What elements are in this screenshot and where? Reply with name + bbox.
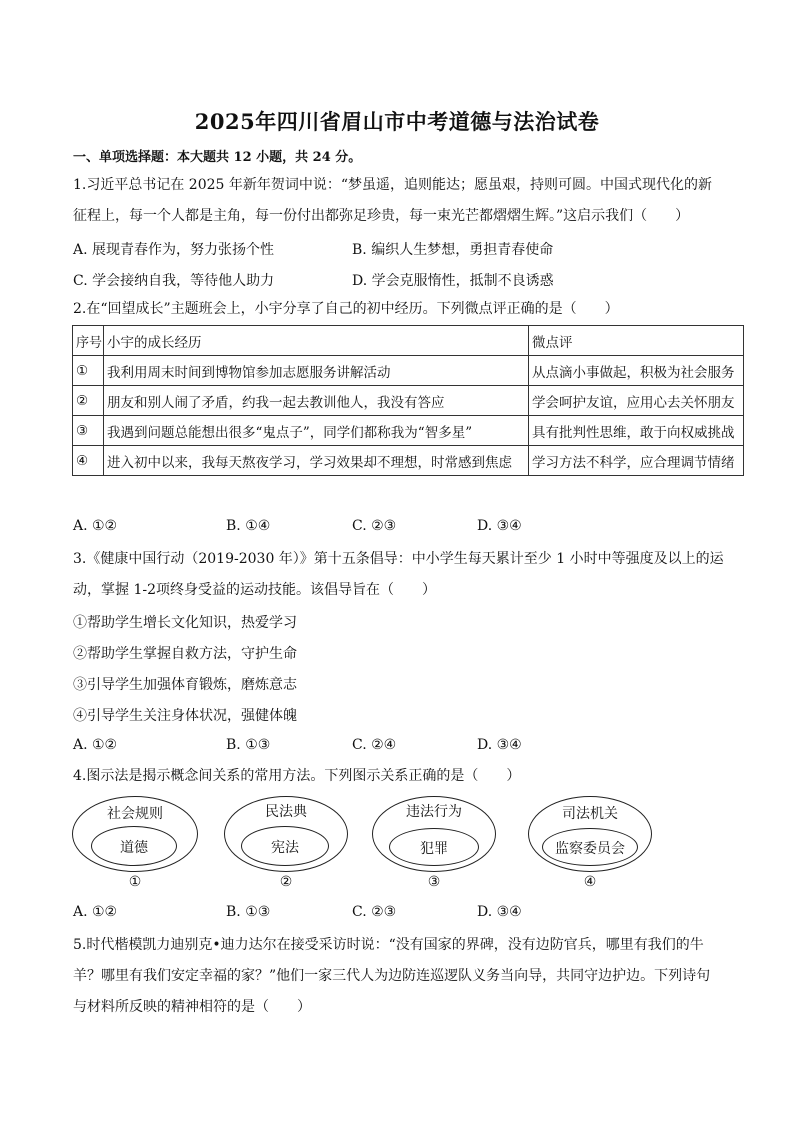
- table-header-cell: 序号: [73, 326, 104, 356]
- question-2-table: [72, 325, 744, 476]
- table-cell: 从点滴小事做起，积极为社会服务: [529, 356, 744, 386]
- question-3-line-2: 动，掌握 1-2项终身受益的运动技能。该倡导旨在（ ）: [73, 582, 436, 598]
- question-3-option-b: B. ①③: [226, 737, 271, 753]
- table-row: [73, 446, 744, 476]
- question-1-option-a: A. 展现青春作为，努力张扬个性: [73, 242, 275, 258]
- table-row: [73, 416, 744, 446]
- question-3-option-a: A. ①②: [73, 737, 118, 753]
- diagram-2-outer-label: 民法典: [265, 804, 307, 820]
- question-1-option-b: B. 编织人生梦想，勇担青春使命: [352, 242, 554, 258]
- question-3-item-3: ③引导学生加强体育锻炼，磨炼意志: [73, 677, 297, 693]
- question-5-line-2: 羊？哪里有我们安定幸福的家？”他们一家三代人为边防连巡逻队义务当向导，共同守边护边。下列诗句: [73, 968, 711, 984]
- diagram-1-inner-label: 道德: [120, 840, 148, 856]
- table-row: [73, 386, 744, 416]
- diagram-4-inner-label: 监察委员会: [555, 841, 625, 857]
- diagram-3-inner-label: 犯罪: [420, 841, 448, 857]
- question-1-option-d: D. 学会克服惰性，抵制不良诱惑: [352, 273, 554, 289]
- question-3-line-1: 3.《健康中国行动（2019-2030 年）》第十五条倡导：中小学生每天累计至少 1 小时中等强度及以上的运: [73, 551, 724, 567]
- question-2-option-a: A. ①②: [73, 518, 118, 534]
- diagram-3-outer-label: 违法行为: [406, 804, 462, 820]
- question-5-line-3: 与材料所反映的精神相符的是（ ）: [73, 999, 311, 1015]
- table-cell: 学习方法不科学，应合理调节情绪: [529, 446, 744, 476]
- question-2-option-b: B. ①④: [226, 518, 271, 534]
- question-2-stem: 2.在“回望成长”主题班会上，小宇分享了自己的初中经历。下列微点评正确的是（ ）: [73, 301, 619, 317]
- question-1-line-2: 征程上，每一个人都是主角，每一份付出都弥足珍贵，每一束光芒都熠熠生辉。”这启示我们（ ）: [73, 208, 690, 224]
- table-cell: ③: [73, 416, 104, 446]
- table-cell: 具有批判性思维，敢于向权威挑战: [529, 416, 744, 446]
- question-3-item-2: ②帮助学生掌握自救方法，守护生命: [73, 646, 297, 662]
- question-3-item-1: ①帮助学生增长文化知识，热爱学习: [73, 615, 297, 631]
- diagram-4-number: ④: [583, 874, 597, 890]
- table-cell: ①: [73, 356, 104, 386]
- table-row: [73, 356, 744, 386]
- table-cell: 进入初中以来，我每天熬夜学习，学习效果却不理想，时常感到焦虑: [104, 446, 529, 476]
- page-title: 2025年四川省眉山市中考道德与法治试卷: [194, 109, 600, 134]
- diagram-2-number: ②: [279, 874, 293, 890]
- table-cell: 学会呵护友谊，应用心去关怀朋友: [529, 386, 744, 416]
- question-4-option-d: D. ③④: [477, 904, 522, 920]
- question-4-stem: 4.图示法是揭示概念间关系的常用方法。下列图示关系正确的是（ ）: [73, 768, 521, 784]
- diagram-3-number: ③: [427, 874, 441, 890]
- table-header-cell: 小宇的成长经历: [104, 326, 529, 356]
- diagram-1-outer-label: 社会规则: [107, 806, 163, 822]
- table-header-row: [73, 326, 744, 356]
- table-cell: 我利用周末时间到博物馆参加志愿服务讲解活动: [104, 356, 529, 386]
- question-3-option-d: D. ③④: [477, 737, 522, 753]
- section-heading: 一、单项选择题：本大题共 12 小题，共 24 分。: [73, 150, 362, 165]
- diagram-1-number: ①: [128, 874, 142, 890]
- question-3-option-c: C. ②④: [352, 737, 397, 753]
- question-2-option-c: C. ②③: [352, 518, 397, 534]
- table-cell: 朋友和别人闹了矛盾，约我一起去教训他人，我没有答应: [104, 386, 529, 416]
- table-cell: 我遇到问题总能想出很多“鬼点子”，同学们都称我为“智多星”: [104, 416, 529, 446]
- table-header-cell: 微点评: [529, 326, 744, 356]
- question-4-option-b: B. ①③: [226, 904, 271, 920]
- question-3-item-4: ④引导学生关注身体状况，强健体魄: [73, 708, 297, 724]
- diagram-4-outer-label: 司法机关: [562, 806, 618, 822]
- question-5-line-1: 5.时代楷模凯力迪别克•迪力达尔在接受采访时说：“没有国家的界碑，没有边防官兵，哪里有我们的牛: [73, 937, 704, 953]
- question-1-option-c: C. 学会接纳自我，等待他人助力: [73, 273, 275, 289]
- question-2-option-d: D. ③④: [477, 518, 522, 534]
- diagram-2-inner-label: 宪法: [271, 840, 299, 856]
- table-cell: ②: [73, 386, 104, 416]
- question-4-option-c: C. ②③: [352, 904, 397, 920]
- question-1-line-1: 1.习近平总书记在 2025 年新年贺词中说：“梦虽遥，追则能达；愿虽艰，持则可圆。中国式现代化的新: [73, 177, 713, 193]
- question-4-option-a: A. ①②: [73, 904, 118, 920]
- table-cell: ④: [73, 446, 104, 476]
